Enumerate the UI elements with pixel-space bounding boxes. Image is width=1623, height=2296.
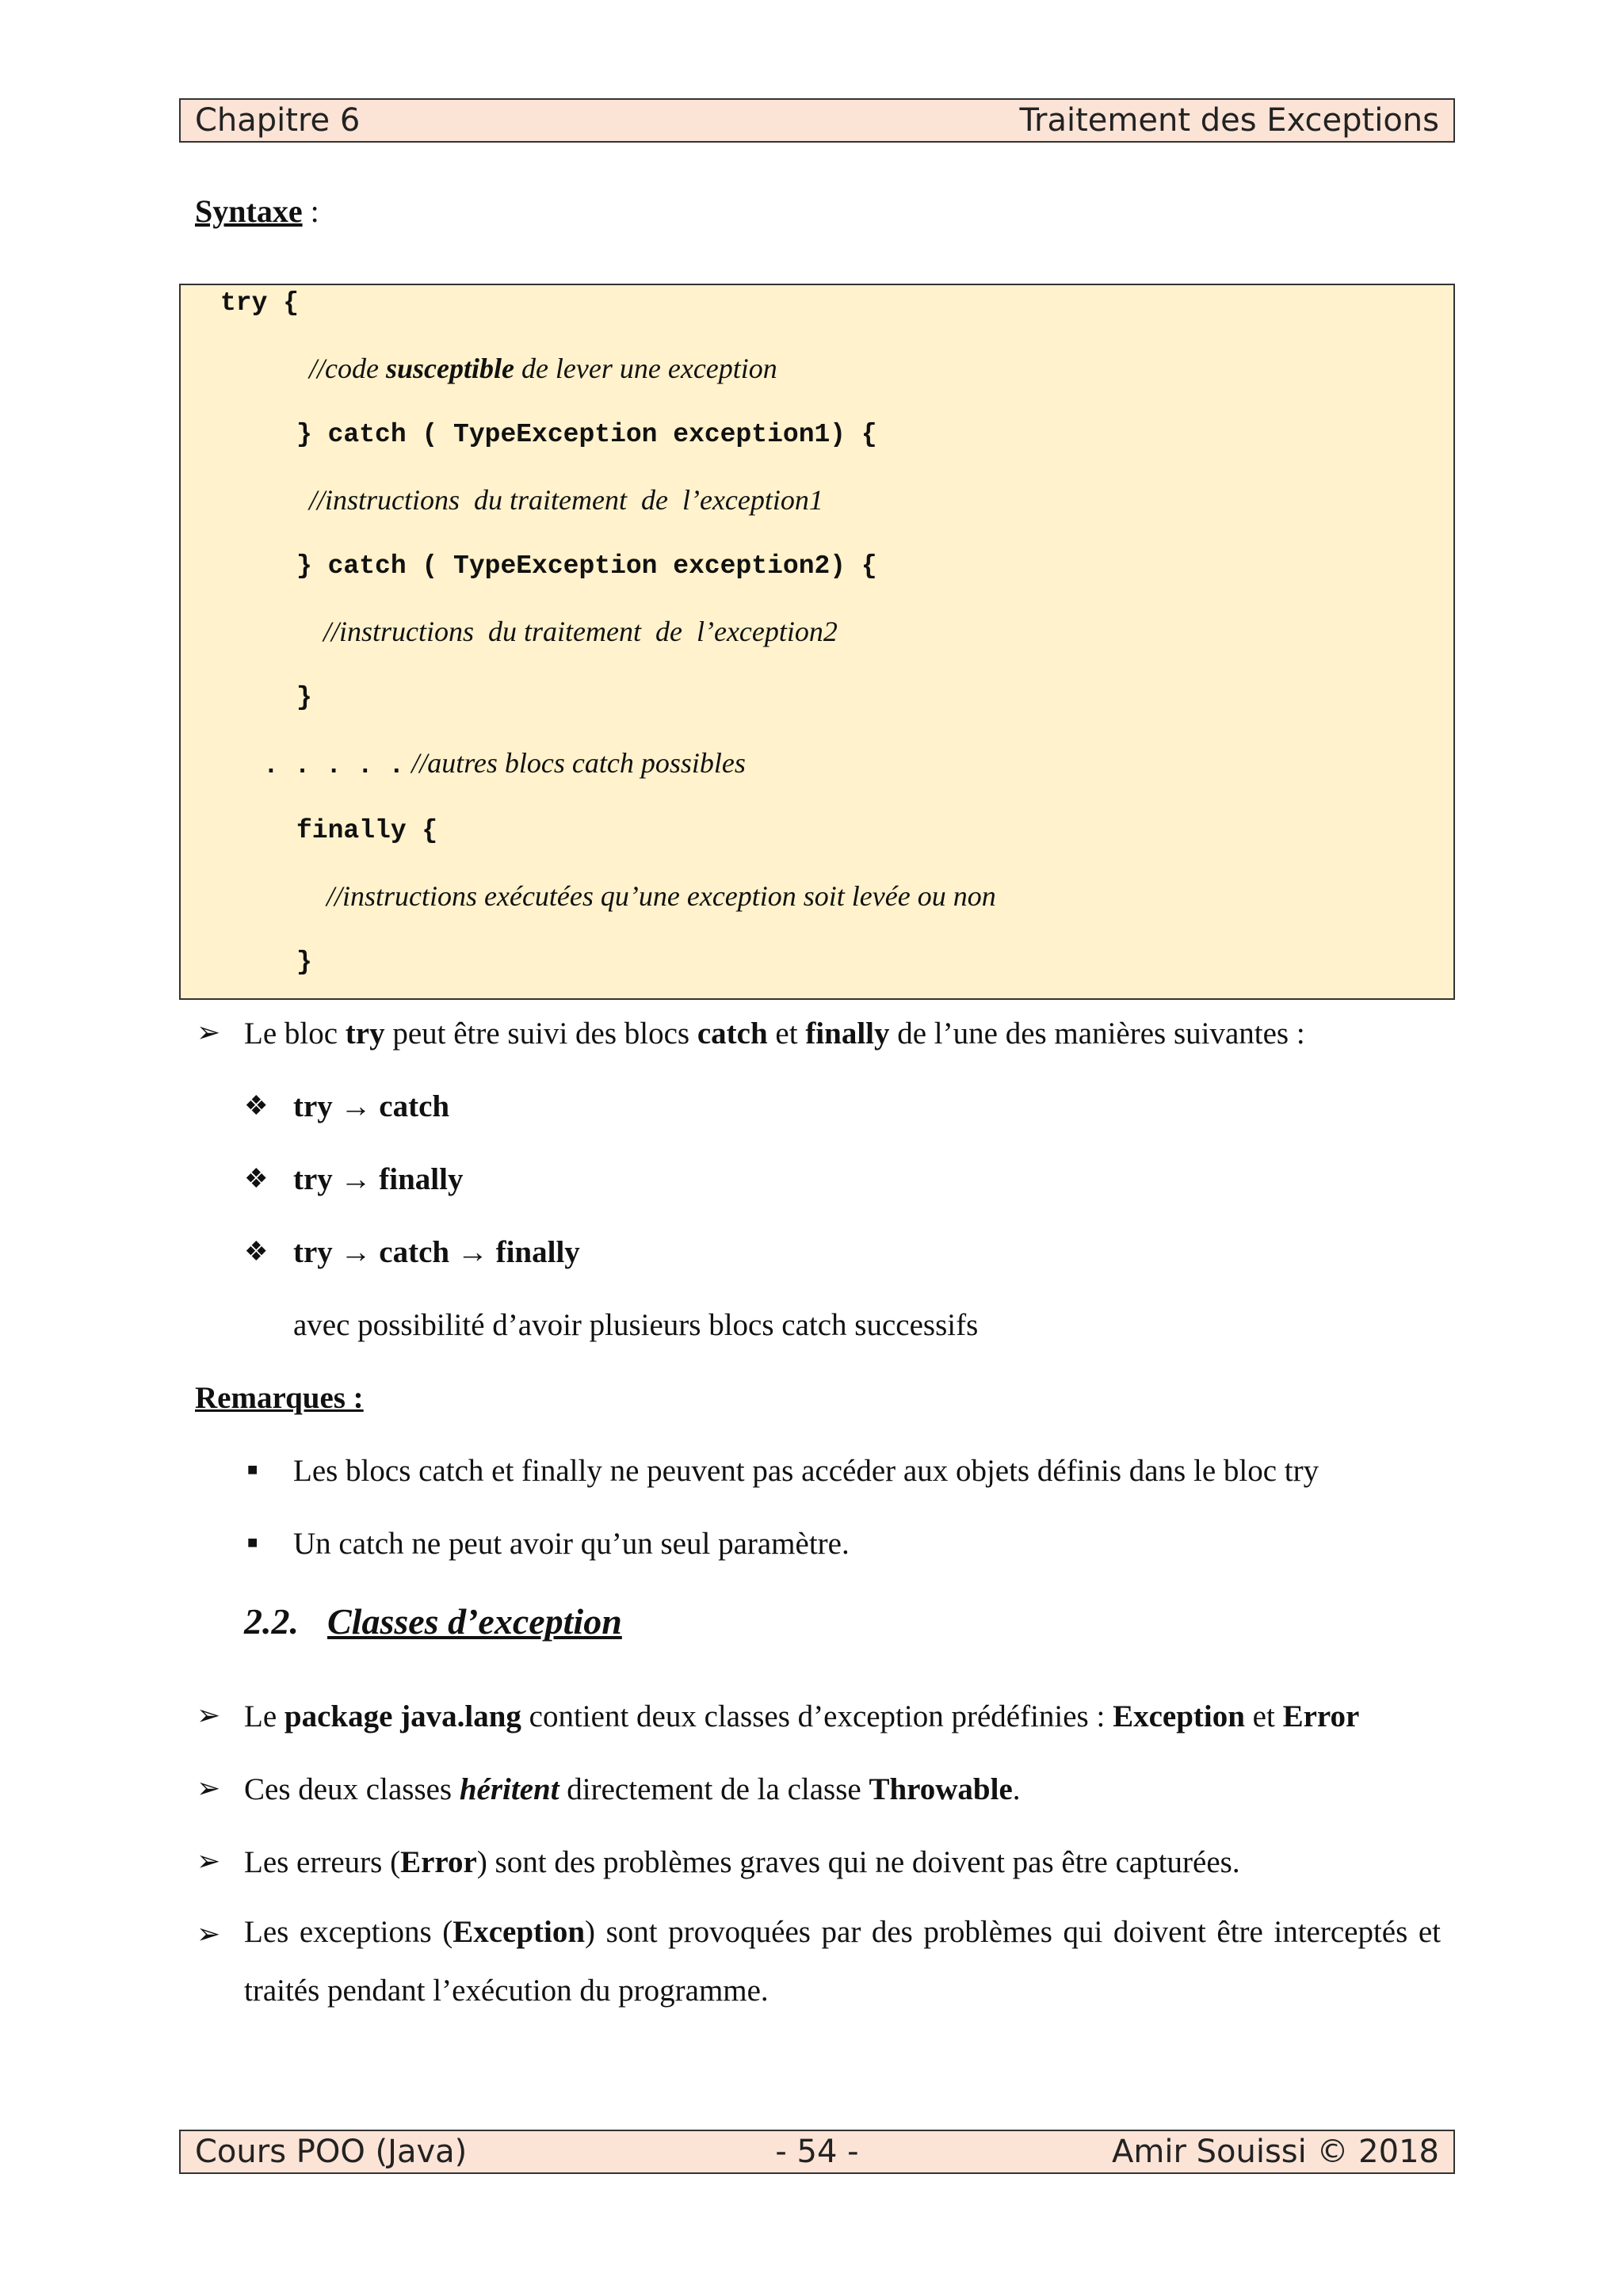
diamond-bullet-icon: ❖ [244, 1092, 269, 1121]
diamond-bullet-icon: ❖ [244, 1165, 269, 1194]
paragraph: Le package java.lang contient deux classes d’exception prédéfinies : Exception et Error [244, 1699, 1360, 1733]
code-line: } [296, 948, 312, 977]
code-line: } catch ( TypeException exception1) { [296, 420, 877, 449]
code-comment: //instructions du traitement de l’exception2 [323, 616, 838, 647]
arrow-bullet-icon: ➢ [197, 1016, 221, 1048]
arrow-bullet-icon: ➢ [197, 1699, 221, 1731]
course-label: Cours POO (Java) [195, 2134, 468, 2170]
section-heading: 2.2. Classes d’exception [244, 1601, 622, 1642]
chapter-title: Traitement des Exceptions [1019, 102, 1439, 139]
code-block [179, 284, 1455, 1000]
diamond-bullet-icon: ❖ [244, 1238, 269, 1267]
combo-note: avec possibilité d’avoir plusieurs blocs catch successifs [293, 1308, 979, 1342]
intro-text: Le bloc try peut être suivi des blocs catch et finally de l’une des manières suivantes : [244, 1016, 1305, 1051]
page-footer [179, 2130, 1455, 2174]
author-label: Amir Souissi © 2018 [1112, 2134, 1439, 2170]
code-comment: //instructions exécutées qu’une exception soit levée ou non [327, 880, 996, 912]
square-bullet-icon: ■ [247, 1459, 258, 1479]
paragraph: Ces deux classes héritent directement de la classe Throwable. [244, 1772, 1021, 1806]
remark-item: Un catch ne peut avoir qu’un seul paramètre. [293, 1527, 850, 1561]
code-line: } catch ( TypeException exception2) { [296, 551, 877, 581]
combo-item: try → catch [293, 1089, 450, 1123]
code-line: } [296, 683, 312, 712]
syntax-label: Syntaxe : [195, 193, 319, 229]
chapter-label: Chapitre 6 [195, 102, 361, 139]
code-line: finally { [296, 816, 438, 845]
page-header [179, 98, 1455, 143]
paragraph: Les exceptions (Exception) sont provoquées par des problèmes qui doivent être interceptés et traités pendant l’exécution du programme. [244, 1915, 1441, 2008]
remark-item: Les blocs catch et finally ne peuvent pas accéder aux objets définis dans le bloc try [293, 1454, 1319, 1488]
paragraph: Les erreurs (Error) sont des problèmes graves qui ne doivent pas être capturées. [244, 1845, 1240, 1879]
page-number: - 54 - [775, 2134, 859, 2170]
combo-item: try → finally [293, 1162, 464, 1196]
remarques-label: Remarques : [195, 1381, 364, 1415]
code-comment: //instructions du traitement de l’exception1 [309, 484, 823, 516]
arrow-bullet-icon: ➢ [197, 1845, 221, 1877]
code-line: try { [220, 288, 300, 318]
arrow-bullet-icon: ➢ [197, 1772, 221, 1804]
code-ellipsis: . . . . . //autres blocs catch possibles [263, 747, 746, 780]
square-bullet-icon: ■ [247, 1532, 258, 1552]
code-comment: //code susceptible de lever une exception [309, 353, 777, 384]
arrow-bullet-icon: ➢ [197, 1918, 221, 1950]
combo-item: try → catch → finally [293, 1235, 580, 1269]
